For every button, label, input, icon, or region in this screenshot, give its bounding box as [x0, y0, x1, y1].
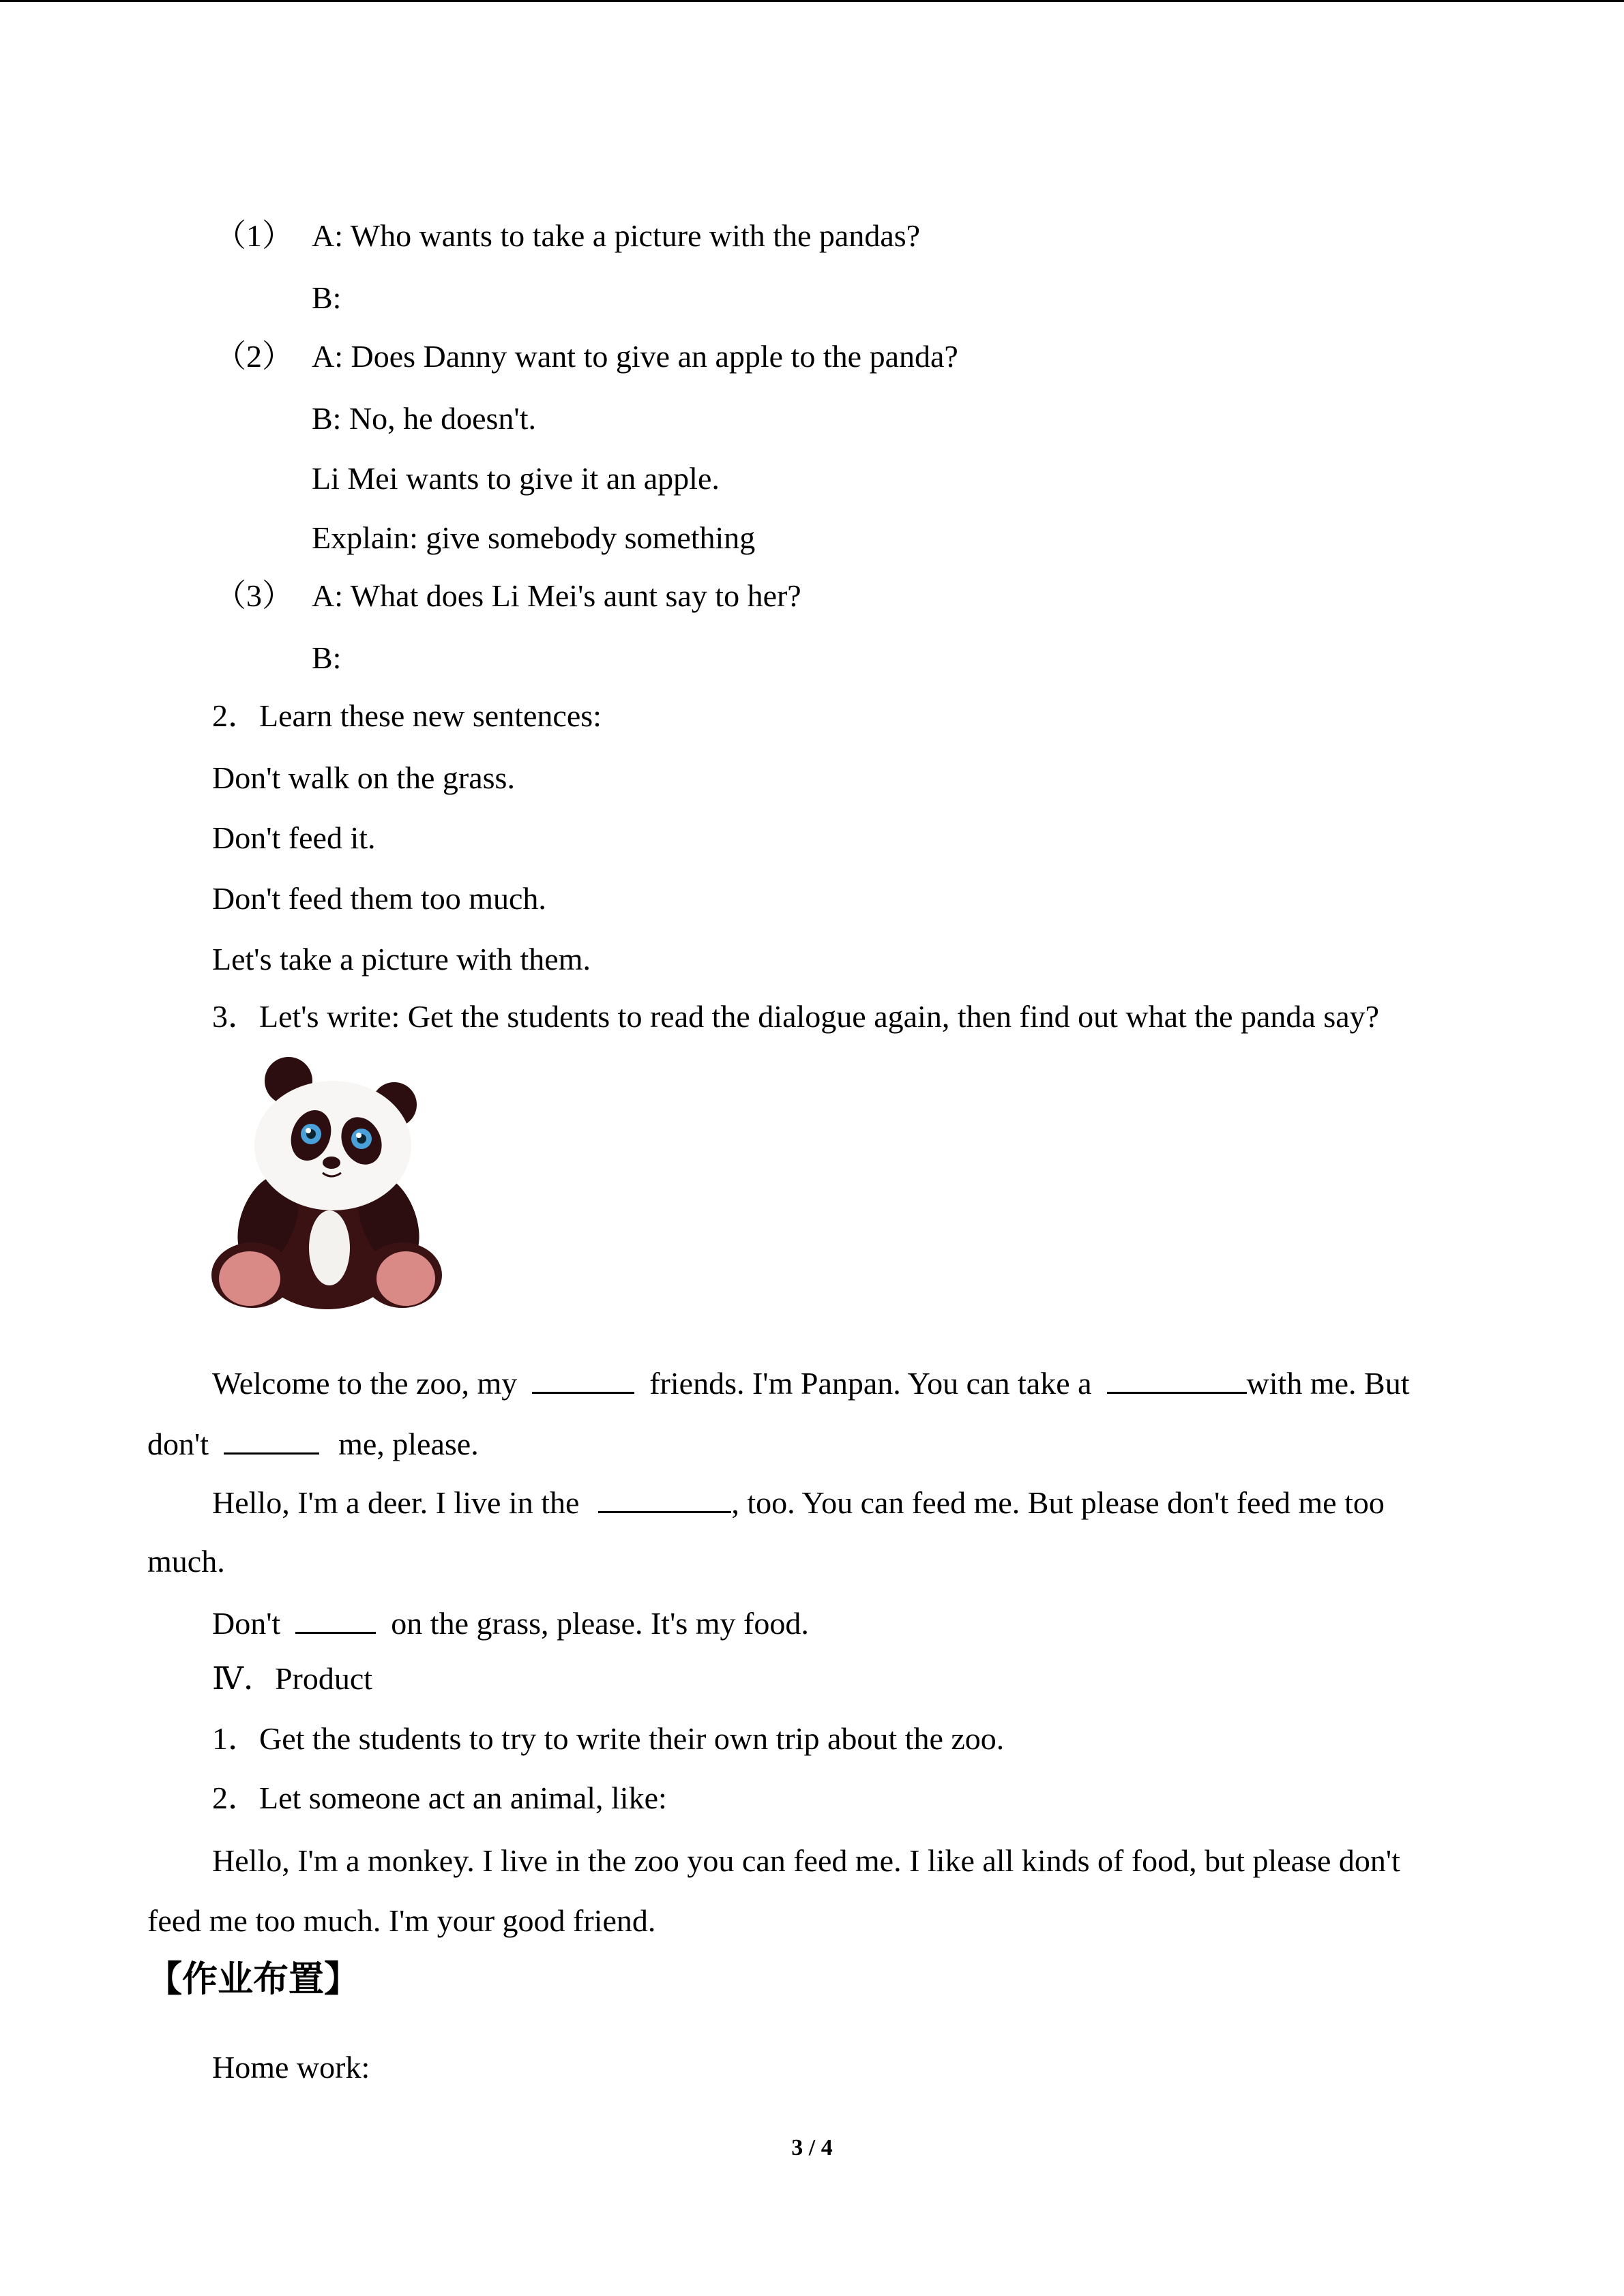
question-2-c: Li Mei wants to give it an apple. [312, 461, 720, 496]
blank-3 [224, 1422, 319, 1455]
fill-text: me, please. [338, 1427, 479, 1461]
question-1 [215, 217, 920, 255]
question-1-a: A: Who wants to take a picture with the pandas? [312, 218, 921, 253]
blank-2 [1107, 1362, 1247, 1394]
sentence-1: Don't walk on the grass. [212, 760, 515, 795]
product-paragraph-line-2: feed me too much. I'm your good friend. [147, 1903, 656, 1938]
question-3 [215, 577, 801, 615]
blank-4 [598, 1481, 731, 1513]
top-border [0, 0, 1624, 2]
panda-illustration [210, 1054, 442, 1316]
question-3-number: （3） [215, 578, 293, 613]
fill-paragraph-3 [212, 1602, 809, 1643]
fill-text: don't [147, 1427, 209, 1461]
fill-paragraph-1-line-1 [212, 1362, 1410, 1403]
fill-text: Welcome to the zoo, my [212, 1366, 518, 1401]
product-item-1: 1．Get the students to try to write their own trip about the zoo. [212, 1721, 1005, 1756]
sentence-2: Don't feed it. [212, 820, 376, 855]
fill-paragraph-2-line-2: much. [147, 1544, 225, 1579]
question-2-b: B: No, he doesn't. [312, 401, 536, 436]
blank-1 [532, 1362, 634, 1394]
fill-paragraph-1-line-2 [147, 1422, 479, 1463]
fill-text: friends. I'm Panpan. You can take a [649, 1366, 1092, 1401]
page-number: 3 / 4 [791, 2135, 833, 2160]
fill-text: Hello, I'm a deer. I live in the [212, 1485, 580, 1520]
fill-text: with me. But [1246, 1366, 1410, 1401]
sentence-4: Let's take a picture with them. [212, 942, 591, 976]
question-1-b: B: [312, 280, 342, 315]
blank-5 [295, 1602, 376, 1634]
question-2 [215, 338, 958, 376]
question-1-number: （1） [215, 218, 293, 253]
homework-heading: 【作业布置】 [147, 1959, 360, 2000]
product-item-2: 2．Let someone act an animal, like: [212, 1780, 667, 1815]
fill-text: on the grass, please. It's my food. [391, 1606, 809, 1641]
product-paragraph-line-1: Hello, I'm a monkey. I live in the zoo you can feed me. I like all kinds of food, but please don't [212, 1843, 1400, 1878]
sentence-3: Don't feed them too much. [212, 881, 546, 916]
fill-text: , too. You can feed me. But please don't feed me too [731, 1485, 1385, 1520]
homework-text: Home work: [212, 2050, 370, 2085]
question-3-a: A: What does Li Mei's aunt say to her? [312, 578, 801, 613]
fill-text: Don't [212, 1606, 281, 1641]
fill-paragraph-2-line-1 [212, 1481, 1385, 1522]
question-2-a: A: Does Danny want to give an apple to the panda? [312, 339, 958, 374]
section-2-title: 2．Learn these new sentences: [212, 698, 602, 733]
product-title: Ⅳ．Product [212, 1661, 373, 1696]
section-3-title: 3．Let's write: Get the students to read the dialogue again, then find out what the panda say? [212, 999, 1380, 1034]
question-3-b: B: [312, 640, 342, 675]
question-2-number: （2） [215, 339, 293, 374]
question-2-d: Explain: give somebody something [312, 520, 756, 555]
